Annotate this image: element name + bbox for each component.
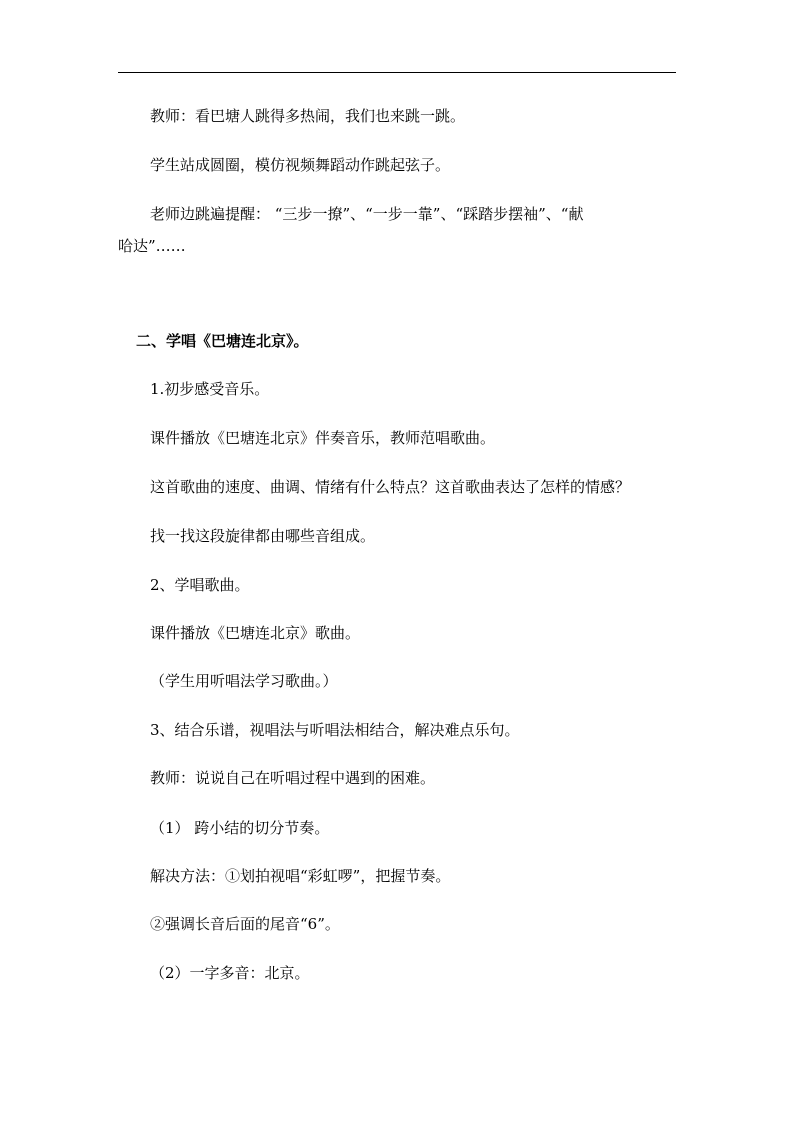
paragraph-teacher-reminder-line1: 老师边跳遍提醒： “三步一撩”、“一步一靠”、“踩踏步摆袖”、“献 [150, 205, 584, 223]
solution-1: 解决方法：①划拍视唱“彩虹啰”，把握节奏。 [150, 867, 451, 885]
difficulty-2: （2）一字多音：北京。 [150, 964, 310, 982]
step-1-title: 1.初步感受音乐。 [150, 380, 270, 398]
solution-2: ②强调长音后面的尾音“6”。 [150, 915, 340, 933]
paragraph-play-song: 课件播放《巴塘连北京》歌曲。 [150, 624, 361, 642]
header-rule [118, 72, 676, 73]
paragraph-teacher-dance: 教师：看巴塘人跳得多热闹，我们也来跳一跳。 [150, 107, 466, 125]
paragraph-find-notes: 找一找这段旋律都由哪些音组成。 [150, 527, 376, 545]
step-3-title: 3、结合乐谱，视唱法与听唱法相结合，解决难点乐句。 [150, 721, 520, 739]
paragraph-listen-learn: （学生用听唱法学习歌曲。） [150, 672, 338, 690]
paragraph-song-questions: 这首歌曲的速度、曲调、情绪有什么特点？这首歌曲表达了怎样的情感？ [150, 478, 631, 496]
paragraph-students-circle: 学生站成圆圈，模仿视频舞蹈动作跳起弦子。 [150, 156, 451, 174]
step-2-title: 2、学唱歌曲。 [150, 576, 250, 594]
paragraph-teacher-reminder-line2: 哈达”…… [118, 237, 186, 255]
section-heading: 二、学唱《巴塘连北京》。 [136, 332, 309, 350]
difficulty-1: （1） 跨小结的切分节奏。 [150, 819, 330, 837]
paragraph-teacher-difficulties: 教师：说说自己在听唱过程中遇到的困难。 [150, 769, 436, 787]
paragraph-play-accompaniment: 课件播放《巴塘连北京》伴奏音乐，教师范唱歌曲。 [150, 429, 496, 447]
